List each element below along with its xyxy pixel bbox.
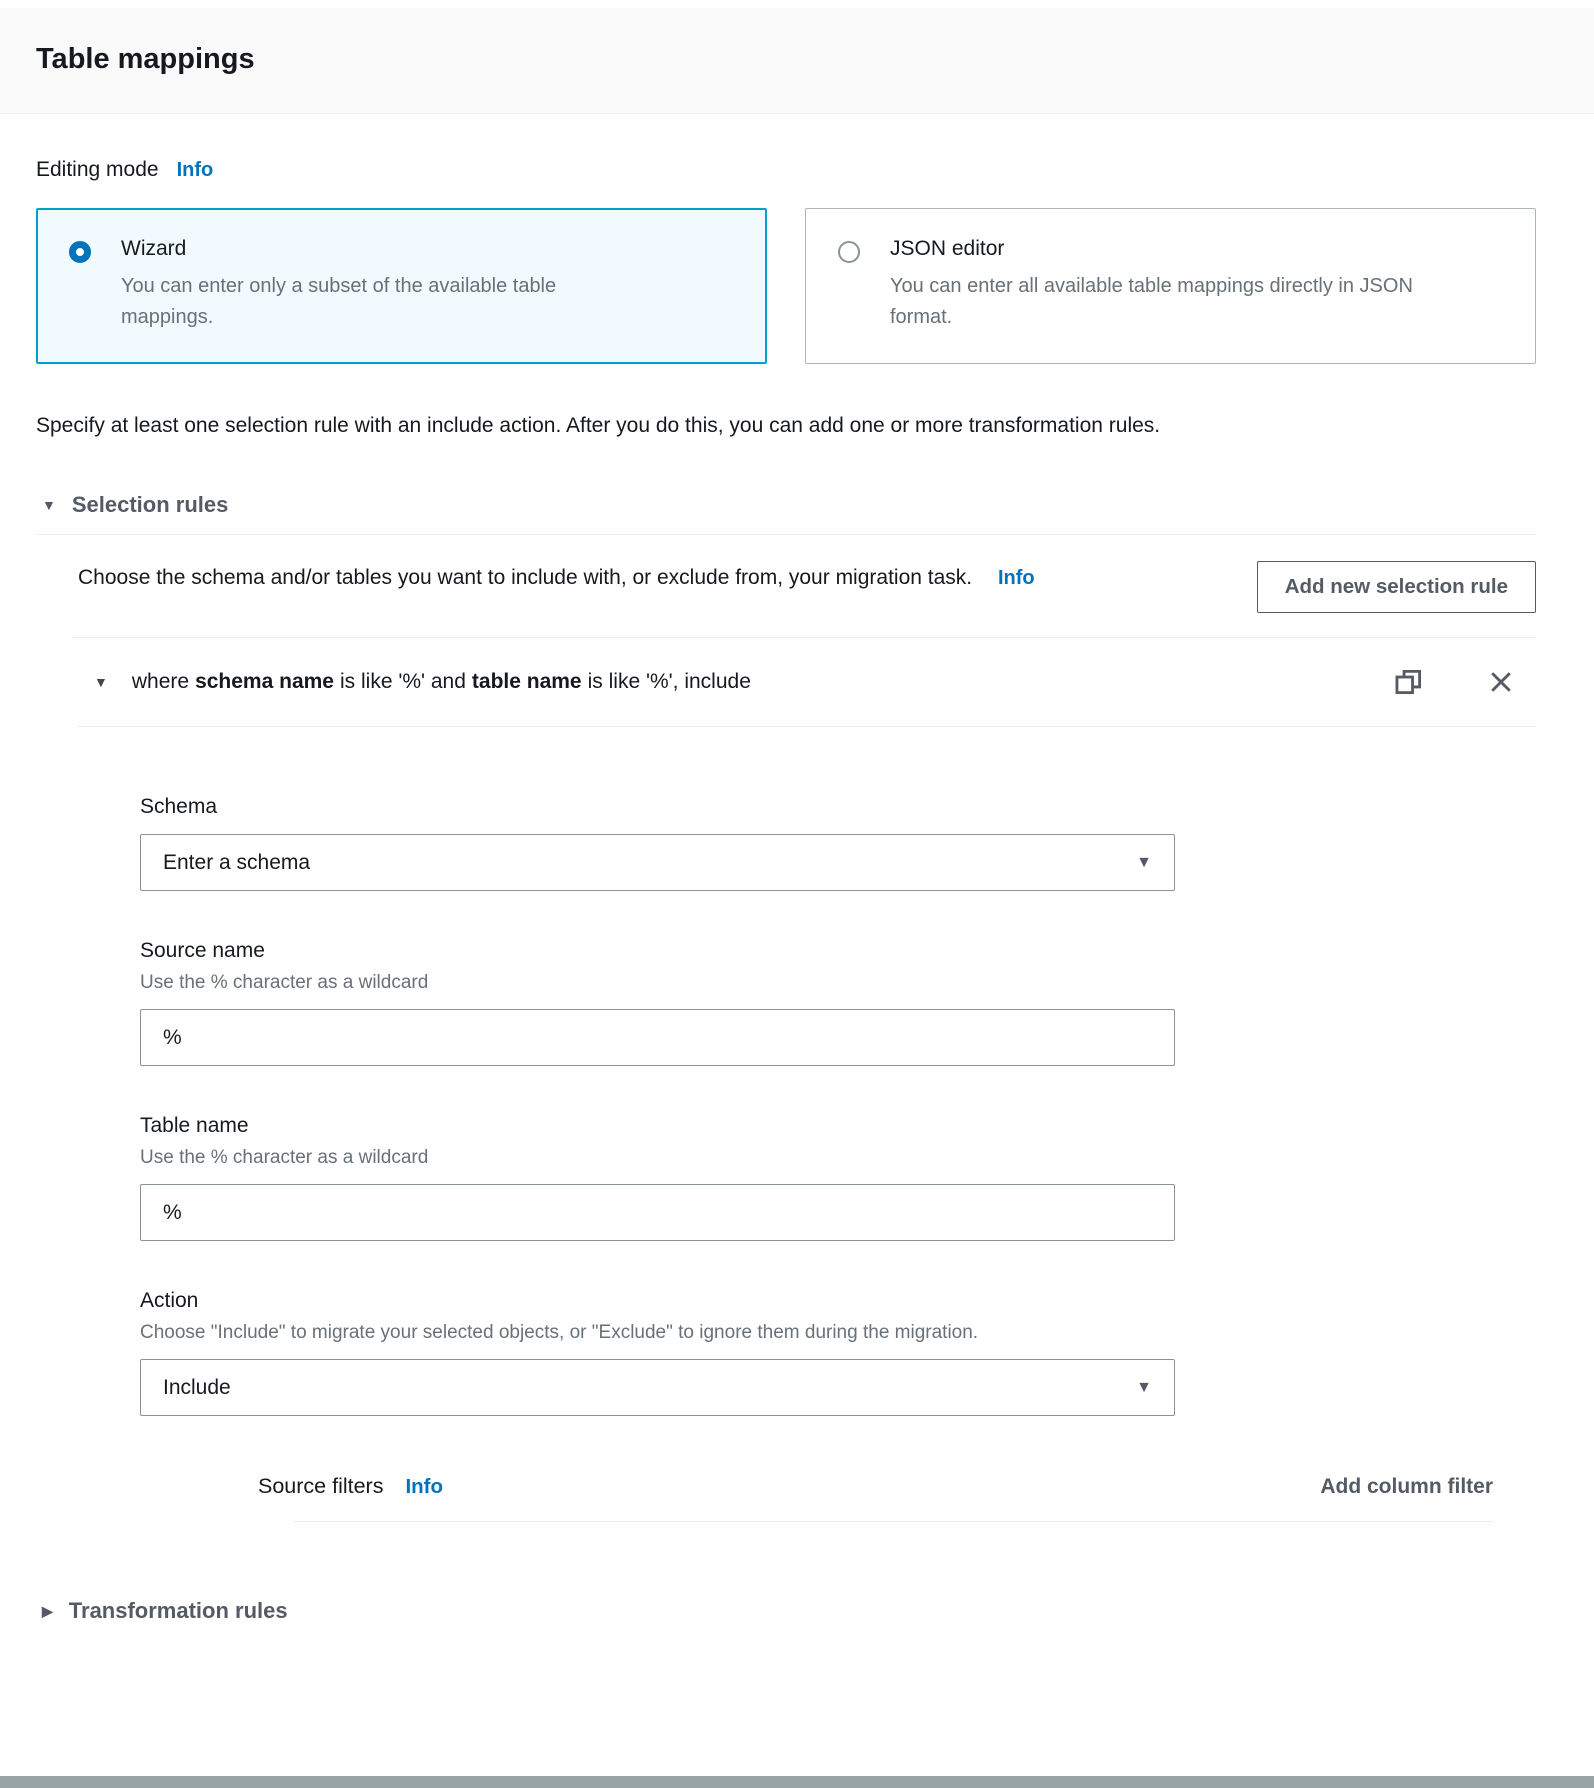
selection-rules-heading[interactable] [36,492,1536,518]
panel-header [0,8,1594,114]
transformation-rules-heading-label: Transformation rules [68,1598,288,1624]
schema-select[interactable] [140,834,1175,891]
schema-label: Schema [140,795,218,819]
rule-actions [1392,665,1516,699]
editing-mode-info-link[interactable]: Info [176,158,214,181]
source-name-label: Source name [140,939,265,963]
json-editor-card-title: JSON editor [890,236,1005,260]
rule-summary-schema-field: schema name [195,670,334,694]
rule-summary-middle: is like '%' and [339,670,466,694]
wizard-card[interactable] [36,208,767,364]
add-column-filter-button[interactable]: Add column filter [1320,1474,1493,1498]
add-new-selection-rule-button[interactable]: Add new selection rule [1257,561,1536,613]
table-name-input[interactable] [140,1184,1175,1241]
source-name-helper: Use the % character as a wildcard [140,972,429,994]
chevron-down-icon: ▼ [1136,1378,1152,1396]
caret-down-icon[interactable]: ▼ [94,674,108,691]
selection-rules-heading-label: Selection rules [71,492,229,518]
rule-summary-where: where [131,670,190,694]
divider [36,534,1536,535]
selection-rule-summary [132,670,757,694]
chevron-down-icon: ▼ [1136,853,1152,871]
caret-down-icon[interactable]: ▼ [42,497,56,514]
bottom-scrollbar[interactable] [0,1776,1594,1788]
action-label: Action [140,1289,199,1313]
table-name-label: Table name [140,1114,249,1138]
table-mappings-content [0,158,1594,1625]
rule-summary-suffix: is like '%', include [587,670,751,694]
transformation-rules-heading[interactable] [36,1598,1536,1624]
selection-rule-form [36,795,1536,1416]
selection-rules-description [78,561,1035,595]
selection-rule-header [94,638,1516,726]
duplicate-rule-button[interactable] [1392,665,1426,699]
source-filters-info-link[interactable]: Info [405,1474,444,1498]
divider [294,1521,1493,1522]
json-editor-card-description: You can enter all available table mappings directly in JSON format. [890,274,1413,328]
selection-rules-description-text: Choose the schema and/or tables you want to include with, or exclude from, your migration task. [78,566,973,590]
schema-field-group [140,795,1536,891]
action-helper: Choose "Include" to migrate your selected objects, or "Exclude" to ignore them during the migration. [140,1322,979,1344]
rule-summary-table-field: table name [471,670,582,694]
source-name-input[interactable] [140,1009,1175,1066]
json-editor-card-body [890,237,1435,333]
json-editor-card[interactable] [805,208,1536,364]
wizard-card-title: Wizard [121,236,187,260]
divider [78,726,1536,727]
source-name-field-group [140,939,1536,1066]
remove-rule-button[interactable] [1486,667,1516,697]
action-select[interactable] [140,1359,1175,1416]
copy-icon [1392,665,1426,699]
close-icon [1486,667,1516,697]
schema-select-value: Enter a schema [163,850,311,874]
wizard-card-description: You can enter only a subset of the available table mappings. [121,274,557,328]
editing-mode-cards [36,208,1536,364]
action-select-value: Include [163,1375,231,1399]
table-name-helper: Use the % character as a wildcard [140,1147,429,1169]
selection-rules-info-link[interactable]: Info [997,567,1035,590]
source-filters-label: Source filters [258,1474,384,1499]
action-field-group [140,1289,1536,1416]
editing-mode-label: Editing mode [36,157,159,181]
caret-right-icon[interactable]: ▶ [42,1603,53,1620]
intro-text: Specify at least one selection rule with an include action. After you do this, you can add one or more transformation rules. [36,413,1161,437]
source-filters-row [36,1474,1493,1499]
selection-rules-toolbar [36,561,1536,613]
radio-unchecked-icon[interactable] [838,241,860,263]
radio-checked-icon[interactable] [69,241,91,263]
page-title: Table mappings [36,43,255,75]
table-name-field-group [140,1114,1536,1241]
wizard-card-body [121,237,626,333]
editing-mode-row [36,158,1536,182]
